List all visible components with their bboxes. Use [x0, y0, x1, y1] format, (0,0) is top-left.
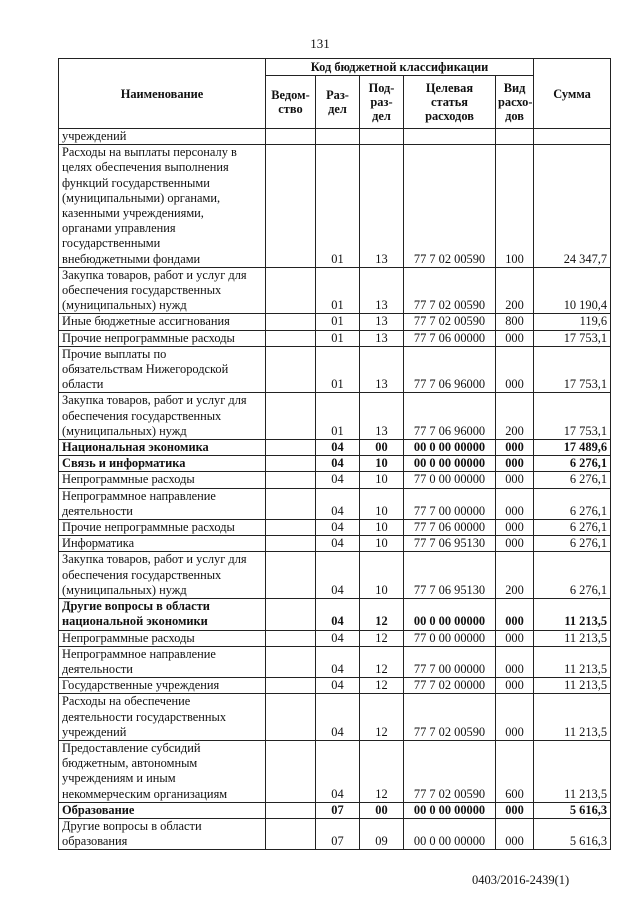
row-expense-type-cell: 000: [496, 346, 534, 393]
row-expense-type-cell: [496, 129, 534, 145]
table-row: [59, 599, 611, 630]
row-sum-cell: 17 753,1: [534, 393, 611, 440]
row-vedomstvo-cell: [266, 456, 316, 472]
table-row: [59, 488, 611, 519]
table-row: [59, 694, 611, 741]
row-name-cell: Непрограммные расходы: [59, 472, 266, 488]
row-podrazdel-cell: 10: [360, 472, 404, 488]
row-name-cell: Другие вопросы в области национальной экономики: [59, 599, 266, 630]
row-sum-cell: 11 213,5: [534, 678, 611, 694]
row-vedomstvo-cell: [266, 536, 316, 552]
row-expense-type-cell: 000: [496, 536, 534, 552]
row-target-article-cell: 77 7 02 00590: [404, 740, 496, 802]
table-row: [59, 630, 611, 646]
table-row: [59, 440, 611, 456]
row-sum-cell: 17 753,1: [534, 330, 611, 346]
row-razdel-cell: [316, 129, 360, 145]
row-sum-cell: 6 276,1: [534, 488, 611, 519]
row-sum-cell: 11 213,5: [534, 694, 611, 741]
row-razdel-cell: 04: [316, 646, 360, 677]
row-vedomstvo-cell: [266, 488, 316, 519]
row-vedomstvo-cell: [266, 520, 316, 536]
row-expense-type-cell: 100: [496, 145, 534, 268]
table-row: [59, 145, 611, 268]
row-name-cell: Непрограммное направление деятельности: [59, 646, 266, 677]
row-target-article-cell: 77 7 02 00590: [404, 267, 496, 314]
row-vedomstvo-cell: [266, 346, 316, 393]
row-podrazdel-cell: 10: [360, 488, 404, 519]
row-expense-type-cell: 200: [496, 267, 534, 314]
row-name-cell: Закупка товаров, работ и услуг для обеспечения государственных (муниципальных) нужд: [59, 552, 266, 599]
header-vedomstvo: Ведом- ство: [266, 76, 316, 129]
row-razdel-cell: 04: [316, 599, 360, 630]
row-razdel-cell: 04: [316, 694, 360, 741]
row-razdel-cell: 04: [316, 740, 360, 802]
row-target-article-cell: 77 0 00 00000: [404, 472, 496, 488]
row-expense-type-cell: 000: [496, 694, 534, 741]
header-target-article: Целевая статья расходов: [404, 76, 496, 129]
page-number: 131: [310, 36, 330, 51]
row-razdel-cell: 01: [316, 145, 360, 268]
row-podrazdel-cell: 13: [360, 393, 404, 440]
row-expense-type-cell: 000: [496, 818, 534, 849]
row-razdel-cell: 04: [316, 456, 360, 472]
row-razdel-cell: 07: [316, 818, 360, 849]
row-podrazdel-cell: 13: [360, 346, 404, 393]
row-expense-type-cell: 000: [496, 472, 534, 488]
row-name-cell: Расходы на выплаты персоналу в целях обеспечения выполнения функций государственными (муниципальными) органами, казенными учреждениями, органами управления государственными внебюджетными фондами: [59, 145, 266, 268]
table-row: [59, 129, 611, 145]
row-razdel-cell: 04: [316, 678, 360, 694]
header-razdel: Раз- дел: [316, 76, 360, 129]
row-target-article-cell: 77 7 06 00000: [404, 330, 496, 346]
row-sum-cell: 11 213,5: [534, 630, 611, 646]
row-target-article-cell: 00 0 00 00000: [404, 818, 496, 849]
header-podrazdel: Под- раз- дел: [360, 76, 404, 129]
table-row: [59, 314, 611, 330]
row-name-cell: Непрограммные расходы: [59, 630, 266, 646]
row-vedomstvo-cell: [266, 440, 316, 456]
row-target-article-cell: 77 7 02 00590: [404, 694, 496, 741]
row-name-cell: Прочие выплаты по обязательствам Нижегородской области: [59, 346, 266, 393]
row-sum-cell: 17 489,6: [534, 440, 611, 456]
row-vedomstvo-cell: [266, 129, 316, 145]
row-name-cell: Прочие непрограммные расходы: [59, 330, 266, 346]
table-row: [59, 552, 611, 599]
table-body: [59, 129, 611, 850]
row-podrazdel-cell: 13: [360, 145, 404, 268]
row-vedomstvo-cell: [266, 314, 316, 330]
table-row: [59, 346, 611, 393]
row-expense-type-cell: 800: [496, 314, 534, 330]
table-row: [59, 456, 611, 472]
row-vedomstvo-cell: [266, 694, 316, 741]
row-podrazdel-cell: 12: [360, 599, 404, 630]
row-name-cell: Прочие непрограммные расходы: [59, 520, 266, 536]
table-row: [59, 472, 611, 488]
row-vedomstvo-cell: [266, 393, 316, 440]
row-sum-cell: 10 190,4: [534, 267, 611, 314]
row-name-cell: Информатика: [59, 536, 266, 552]
row-target-article-cell: 77 0 00 00000: [404, 630, 496, 646]
row-expense-type-cell: 000: [496, 630, 534, 646]
table-row: [59, 646, 611, 677]
row-target-article-cell: 77 7 00 00000: [404, 488, 496, 519]
row-expense-type-cell: 600: [496, 740, 534, 802]
row-razdel-cell: 07: [316, 802, 360, 818]
row-razdel-cell: 04: [316, 536, 360, 552]
row-expense-type-cell: 000: [496, 646, 534, 677]
row-sum-cell: 6 276,1: [534, 536, 611, 552]
row-razdel-cell: 01: [316, 314, 360, 330]
row-name-cell: Закупка товаров, работ и услуг для обеспечения государственных (муниципальных) нужд: [59, 393, 266, 440]
table-row: [59, 330, 611, 346]
row-razdel-cell: 01: [316, 330, 360, 346]
row-podrazdel-cell: 00: [360, 440, 404, 456]
row-name-cell: Предоставление субсидий бюджетным, автономным учреждениям и иным некоммерческим организациям: [59, 740, 266, 802]
row-podrazdel-cell: 12: [360, 740, 404, 802]
row-name-cell: Иные бюджетные ассигнования: [59, 314, 266, 330]
row-name-cell: учреждений: [59, 129, 266, 145]
row-vedomstvo-cell: [266, 330, 316, 346]
row-sum-cell: 11 213,5: [534, 646, 611, 677]
row-vedomstvo-cell: [266, 740, 316, 802]
table-row: [59, 536, 611, 552]
row-podrazdel-cell: 09: [360, 818, 404, 849]
row-podrazdel-cell: 13: [360, 314, 404, 330]
row-target-article-cell: 77 7 06 00000: [404, 520, 496, 536]
row-sum-cell: [534, 129, 611, 145]
row-expense-type-cell: 000: [496, 802, 534, 818]
row-vedomstvo-cell: [266, 630, 316, 646]
row-razdel-cell: 01: [316, 393, 360, 440]
row-podrazdel-cell: 10: [360, 456, 404, 472]
row-razdel-cell: 04: [316, 552, 360, 599]
row-podrazdel-cell: [360, 129, 404, 145]
row-expense-type-cell: 000: [496, 520, 534, 536]
row-name-cell: Непрограммное направление деятельности: [59, 488, 266, 519]
table-row: [59, 393, 611, 440]
table-row: [59, 678, 611, 694]
header-sum: Сумма: [534, 59, 611, 129]
row-name-cell: Образование: [59, 802, 266, 818]
header-expense-type: Вид расхо- дов: [496, 76, 534, 129]
row-podrazdel-cell: 12: [360, 678, 404, 694]
row-razdel-cell: 04: [316, 520, 360, 536]
row-sum-cell: 11 213,5: [534, 740, 611, 802]
row-sum-cell: 5 616,3: [534, 802, 611, 818]
row-target-article-cell: 77 7 02 00590: [404, 314, 496, 330]
table-row: [59, 802, 611, 818]
row-vedomstvo-cell: [266, 472, 316, 488]
row-podrazdel-cell: 00: [360, 802, 404, 818]
row-sum-cell: 11 213,5: [534, 599, 611, 630]
row-vedomstvo-cell: [266, 552, 316, 599]
row-target-article-cell: 77 7 06 96000: [404, 393, 496, 440]
row-target-article-cell: 77 7 02 00000: [404, 678, 496, 694]
row-target-article-cell: 00 0 00 00000: [404, 440, 496, 456]
table-row: [59, 740, 611, 802]
row-target-article-cell: 77 7 06 96000: [404, 346, 496, 393]
row-podrazdel-cell: 13: [360, 330, 404, 346]
row-razdel-cell: 01: [316, 346, 360, 393]
row-name-cell: Связь и информатика: [59, 456, 266, 472]
row-expense-type-cell: 000: [496, 440, 534, 456]
row-vedomstvo-cell: [266, 145, 316, 268]
row-name-cell: Расходы на обеспечение деятельности государственных учреждений: [59, 694, 266, 741]
row-podrazdel-cell: 10: [360, 536, 404, 552]
row-target-article-cell: 00 0 00 00000: [404, 599, 496, 630]
row-target-article-cell: 77 7 06 95130: [404, 552, 496, 599]
row-razdel-cell: 04: [316, 488, 360, 519]
row-vedomstvo-cell: [266, 646, 316, 677]
row-podrazdel-cell: 13: [360, 267, 404, 314]
row-target-article-cell: 00 0 00 00000: [404, 802, 496, 818]
row-vedomstvo-cell: [266, 802, 316, 818]
row-expense-type-cell: 000: [496, 599, 534, 630]
row-podrazdel-cell: 12: [360, 694, 404, 741]
row-name-cell: Национальная экономика: [59, 440, 266, 456]
row-sum-cell: 6 276,1: [534, 472, 611, 488]
row-sum-cell: 6 276,1: [534, 552, 611, 599]
row-target-article-cell: [404, 129, 496, 145]
row-razdel-cell: 04: [316, 630, 360, 646]
row-expense-type-cell: 000: [496, 330, 534, 346]
row-razdel-cell: 04: [316, 440, 360, 456]
table-row: [59, 267, 611, 314]
document-code: 0403/2016-2439(1): [472, 873, 570, 887]
row-name-cell: Закупка товаров, работ и услуг для обеспечения государственных (муниципальных) нужд: [59, 267, 266, 314]
row-podrazdel-cell: 10: [360, 520, 404, 536]
row-vedomstvo-cell: [266, 599, 316, 630]
row-expense-type-cell: 000: [496, 456, 534, 472]
row-name-cell: Другие вопросы в области образования: [59, 818, 266, 849]
row-target-article-cell: 77 7 02 00590: [404, 145, 496, 268]
row-vedomstvo-cell: [266, 267, 316, 314]
header-code-group: Код бюджетной классификации: [266, 59, 534, 76]
budget-table: [58, 58, 611, 850]
row-target-article-cell: 77 7 00 00000: [404, 646, 496, 677]
row-sum-cell: 24 347,7: [534, 145, 611, 268]
row-podrazdel-cell: 12: [360, 646, 404, 677]
row-expense-type-cell: 200: [496, 552, 534, 599]
row-expense-type-cell: 000: [496, 678, 534, 694]
header-name: Наименование: [59, 59, 266, 129]
row-expense-type-cell: 200: [496, 393, 534, 440]
row-sum-cell: 6 276,1: [534, 520, 611, 536]
row-vedomstvo-cell: [266, 678, 316, 694]
row-sum-cell: 6 276,1: [534, 456, 611, 472]
row-razdel-cell: 01: [316, 267, 360, 314]
row-vedomstvo-cell: [266, 818, 316, 849]
row-name-cell: Государственные учреждения: [59, 678, 266, 694]
row-razdel-cell: 04: [316, 472, 360, 488]
row-podrazdel-cell: 10: [360, 552, 404, 599]
row-expense-type-cell: 000: [496, 488, 534, 519]
table-row: [59, 520, 611, 536]
row-sum-cell: 119,6: [534, 314, 611, 330]
row-sum-cell: 5 616,3: [534, 818, 611, 849]
row-podrazdel-cell: 12: [360, 630, 404, 646]
row-target-article-cell: 77 7 06 95130: [404, 536, 496, 552]
row-sum-cell: 17 753,1: [534, 346, 611, 393]
table-row: [59, 818, 611, 849]
row-target-article-cell: 00 0 00 00000: [404, 456, 496, 472]
